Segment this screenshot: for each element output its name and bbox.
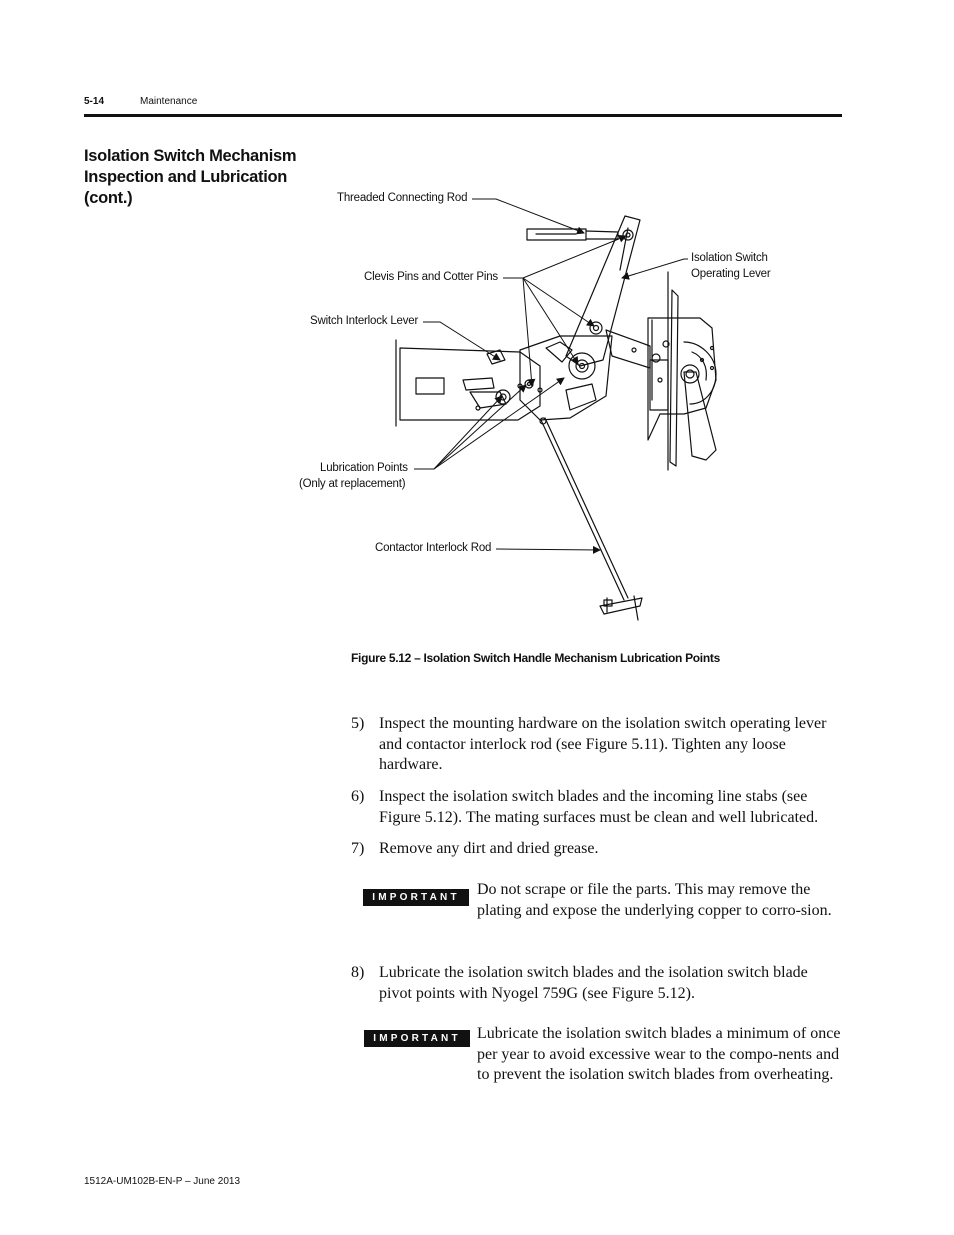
step-text: Inspect the isolation switch blades and the incoming line stabs (see Figure 5.12). The mating surfaces must be clean and well lubricated. xyxy=(379,788,819,826)
section-title-line: (cont.) xyxy=(84,189,133,207)
step-text: Inspect the mounting hardware on the isolation switch operating lever and contactor interlock rod (see Figure 5.11). Tighten any loose hardware. xyxy=(379,715,827,773)
label-lubrication-note: (Only at replacement) xyxy=(299,478,406,490)
step-number: 8) xyxy=(351,964,365,981)
section-title-line: Isolation Switch Mechanism xyxy=(84,147,297,165)
chapter-name: Maintenance xyxy=(140,96,198,107)
step-item xyxy=(351,714,843,776)
step-number: 6) xyxy=(351,788,365,805)
step-text: Remove any dirt and dried grease. xyxy=(379,840,599,857)
section-title-line: Inspection and Lubrication xyxy=(84,168,288,186)
linkage-shape xyxy=(590,322,669,368)
step-item xyxy=(351,963,843,1004)
label-contactor-rod: Contactor Interlock Rod xyxy=(375,542,492,554)
label-lubrication-points: Lubrication Points xyxy=(320,462,408,474)
label-interlock-lever: Switch Interlock Lever xyxy=(310,315,419,327)
label-operating-lever-2: Operating Lever xyxy=(691,268,771,280)
contactor-rod-shape xyxy=(540,418,642,620)
base-plate-shape xyxy=(396,340,540,426)
important-note-text: Lubricate the isolation switch blades a minimum of once per year to avoid excessive wear to the compo-nents and to prevent the isolation switch blades from overheating. xyxy=(477,1025,841,1083)
step-item xyxy=(351,787,843,828)
housing-shape xyxy=(648,272,716,470)
step-item xyxy=(351,839,843,860)
step-number: 7) xyxy=(351,840,365,857)
label-clevis-pins: Clevis Pins and Cotter Pins xyxy=(364,271,498,283)
page-number: 5-14 xyxy=(84,96,105,107)
label-threaded-rod: Threaded Connecting Rod xyxy=(337,192,468,204)
figure-caption: Figure 5.12 – Isolation Switch Handle Mechanism Lubrication Points xyxy=(351,651,720,665)
interlock-lever-shape xyxy=(518,336,612,420)
footer-doc-id: 1512A-UM102B-EN-P – June 2013 xyxy=(84,1176,241,1187)
label-operating-lever: Isolation Switch xyxy=(691,252,768,264)
important-badge: IMPORTANT xyxy=(364,1030,470,1047)
important-note-text: Do not scrape or file the parts. This may remove the plating and expose the underlying copper to corro-sion. xyxy=(477,881,832,919)
important-badge: IMPORTANT xyxy=(363,889,469,906)
step-text: Lubricate the isolation switch blades and the isolation switch blade pivot points with Nyogel 759G (see Figure 5.12). xyxy=(379,964,808,1002)
step-number: 5) xyxy=(351,715,365,732)
